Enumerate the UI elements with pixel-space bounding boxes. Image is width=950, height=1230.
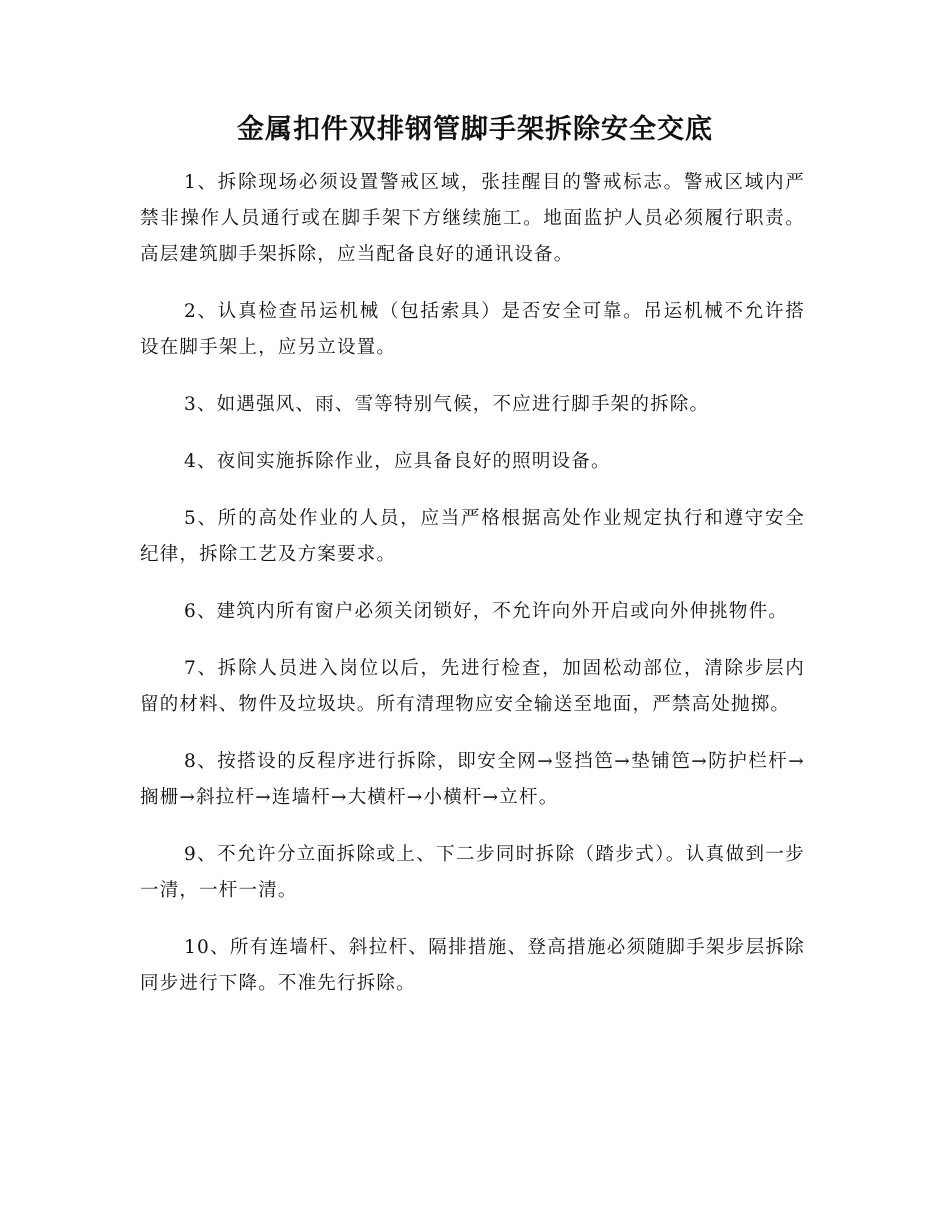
paragraph-4: 4、夜间实施拆除作业，应具备良好的照明设备。 xyxy=(184,451,611,472)
paragraph-1: 1、拆除现场必须设置警戒区域，张挂醒目的警戒标志。警戒区域内严禁非操作人员通行或在脚手架下方继续施工。地面监护人员必须履行职责。高层建筑脚手架拆除，应当配备良好的通讯设备。 xyxy=(140,172,805,265)
paragraph-8: 8、按搭设的反程序进行拆除，即安全网→竖挡笆→垫铺笆→防护栏杆→搁栅→斜拉杆→连墙杆→大横杆→小横杆→立杆。 xyxy=(140,751,805,808)
document-body xyxy=(140,165,805,1023)
document-title: 金属扣件双排钢管脚手架拆除安全交底 xyxy=(237,114,713,145)
paragraph-6: 6、建筑内所有窗户必须关闭锁好，不允许向外开启或向外伸挑物件。 xyxy=(184,601,788,622)
paragraph-2: 2、认真检查吊运机械（包括索具）是否安全可靠。吊运机械不允许搭设在脚手架上，应另立设置。 xyxy=(140,301,805,358)
paragraph-5: 5、所的高处作业的人员，应当严格根据高处作业规定执行和遵守安全纪律，拆除工艺及方案要求。 xyxy=(140,508,805,565)
paragraph-3: 3、如遇强风、雨、雪等特别气候，不应进行脚手架的拆除。 xyxy=(184,394,710,415)
paragraph-10: 10、所有连墙杆、斜拉杆、隔排措施、登高措施必须随脚手架步层拆除同步进行下降。不准先行拆除。 xyxy=(140,937,805,994)
paragraph-9: 9、不允许分立面拆除或上、下二步同时拆除（踏步式）。认真做到一步一清，一杆一清。 xyxy=(140,844,805,901)
paragraph-7: 7、拆除人员进入岗位以后，先进行检查，加固松动部位，清除步层内留的材料、物件及垃圾块。所有清理物应安全输送至地面，严禁高处抛掷。 xyxy=(140,658,805,715)
